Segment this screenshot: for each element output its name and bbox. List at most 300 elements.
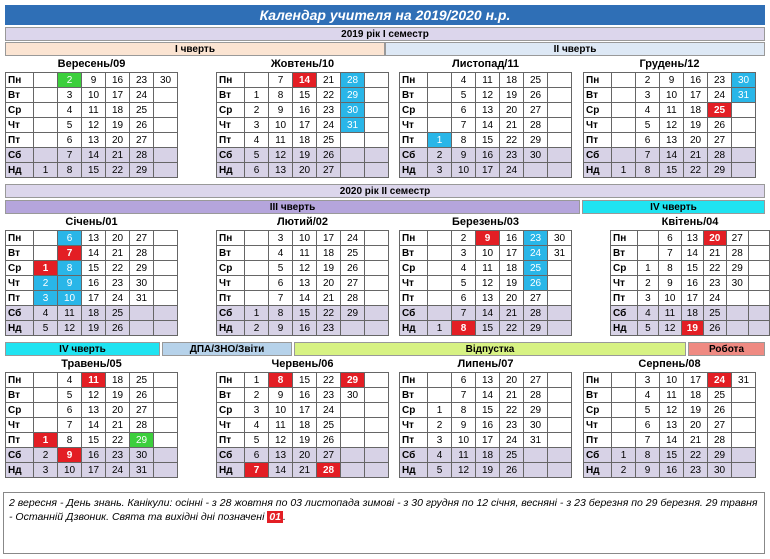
- weekday-label: Вт: [6, 246, 34, 261]
- date-cell: 4: [637, 306, 659, 321]
- date-cell: 1: [637, 261, 659, 276]
- date-cell: 8: [636, 163, 660, 178]
- work-band: Робота: [688, 342, 765, 356]
- weekday-label: Ср: [584, 103, 612, 118]
- date-cell: [154, 133, 178, 148]
- month-grid: [216, 230, 389, 336]
- weekday-label: Пн: [217, 373, 245, 388]
- date-cell: 23: [317, 321, 341, 336]
- date-cell: 25: [317, 133, 341, 148]
- quarter-4-band: IV чверть: [582, 200, 765, 214]
- date-cell: 24: [317, 403, 341, 418]
- date-cell: 30: [548, 231, 572, 246]
- date-cell: [732, 133, 756, 148]
- date-cell: 30: [708, 463, 732, 478]
- date-cell: [154, 246, 178, 261]
- date-cell: 2: [58, 73, 82, 88]
- date-cell: 7: [659, 246, 681, 261]
- date-cell: [154, 321, 178, 336]
- weekday-label: Сб: [584, 148, 612, 163]
- date-cell: 17: [500, 246, 524, 261]
- date-cell: [637, 246, 659, 261]
- date-cell: 14: [82, 246, 106, 261]
- date-cell: [245, 261, 269, 276]
- date-cell: 22: [500, 133, 524, 148]
- date-cell: 14: [293, 291, 317, 306]
- date-cell: [732, 463, 756, 478]
- date-cell: [732, 163, 756, 178]
- date-cell: 23: [704, 276, 726, 291]
- weekday-label: Сб: [217, 448, 245, 463]
- date-cell: 3: [636, 373, 660, 388]
- date-cell: 6: [636, 133, 660, 148]
- date-cell: [548, 118, 572, 133]
- date-cell: 10: [269, 403, 293, 418]
- date-cell: 17: [106, 88, 130, 103]
- date-cell: 7: [58, 418, 82, 433]
- date-cell: [612, 88, 636, 103]
- date-cell: [612, 118, 636, 133]
- date-cell: 20: [500, 373, 524, 388]
- date-cell: 15: [660, 163, 684, 178]
- date-cell: [154, 306, 178, 321]
- date-cell: 29: [341, 88, 365, 103]
- date-cell: 23: [500, 148, 524, 163]
- date-cell: 27: [130, 231, 154, 246]
- date-cell: 2: [636, 73, 660, 88]
- date-cell: [612, 73, 636, 88]
- date-cell: [748, 276, 769, 291]
- date-cell: [732, 448, 756, 463]
- date-cell: 30: [524, 418, 548, 433]
- weekday-label: Ср: [217, 261, 245, 276]
- date-cell: [365, 246, 389, 261]
- date-cell: 27: [524, 373, 548, 388]
- date-cell: 30: [130, 448, 154, 463]
- holiday-marker: 01: [269, 511, 282, 523]
- date-cell: 18: [106, 373, 130, 388]
- date-cell: 31: [548, 246, 572, 261]
- date-cell: 14: [82, 148, 106, 163]
- date-cell: 25: [708, 388, 732, 403]
- date-cell: 9: [269, 388, 293, 403]
- page-title: Календар учителя на 2019/2020 н.р.: [5, 5, 765, 25]
- date-cell: 19: [293, 148, 317, 163]
- weekday-label: Ср: [217, 103, 245, 118]
- date-cell: [612, 388, 636, 403]
- weekday-label: Чт: [217, 418, 245, 433]
- date-cell: 16: [660, 463, 684, 478]
- weekday-label: Чт: [217, 118, 245, 133]
- date-cell: 8: [269, 88, 293, 103]
- date-cell: 10: [452, 163, 476, 178]
- month-10: [216, 357, 389, 478]
- date-cell: 29: [130, 433, 154, 448]
- date-cell: 26: [130, 388, 154, 403]
- date-cell: 6: [452, 373, 476, 388]
- date-cell: 22: [317, 306, 341, 321]
- date-cell: 22: [684, 448, 708, 463]
- date-cell: [34, 133, 58, 148]
- date-cell: 13: [82, 403, 106, 418]
- date-cell: 19: [500, 276, 524, 291]
- date-cell: 1: [34, 433, 58, 448]
- date-cell: 20: [106, 231, 130, 246]
- weekday-label: Вт: [6, 88, 34, 103]
- date-cell: 1: [245, 373, 269, 388]
- date-cell: 22: [500, 321, 524, 336]
- date-cell: 28: [317, 463, 341, 478]
- date-cell: 30: [130, 276, 154, 291]
- date-cell: 24: [708, 88, 732, 103]
- date-cell: [748, 261, 769, 276]
- date-cell: 21: [317, 291, 341, 306]
- date-cell: [548, 73, 572, 88]
- weekday-label: Чт: [400, 118, 428, 133]
- date-cell: 4: [428, 448, 452, 463]
- date-cell: 13: [82, 231, 106, 246]
- date-cell: 25: [708, 103, 732, 118]
- date-cell: [130, 306, 154, 321]
- date-cell: [245, 276, 269, 291]
- month-9: [5, 357, 178, 478]
- date-cell: [428, 276, 452, 291]
- date-cell: [34, 418, 58, 433]
- weekday-label: Сб: [6, 148, 34, 163]
- date-cell: [365, 373, 389, 388]
- date-cell: 6: [58, 231, 82, 246]
- date-cell: 13: [293, 276, 317, 291]
- date-cell: 1: [245, 88, 269, 103]
- weekday-label: Нд: [584, 463, 612, 478]
- date-cell: 22: [106, 261, 130, 276]
- date-cell: 23: [317, 103, 341, 118]
- weekday-label: Сб: [400, 148, 428, 163]
- date-cell: 4: [58, 373, 82, 388]
- date-cell: 5: [245, 148, 269, 163]
- date-cell: 27: [708, 133, 732, 148]
- date-cell: 21: [317, 73, 341, 88]
- weekday-label: Чт: [584, 418, 612, 433]
- date-cell: 11: [452, 448, 476, 463]
- date-cell: [154, 88, 178, 103]
- date-cell: 7: [269, 73, 293, 88]
- date-cell: 13: [476, 291, 500, 306]
- date-cell: 14: [82, 418, 106, 433]
- quarter-3-band: ІІІ чверть: [5, 200, 580, 214]
- date-cell: 18: [684, 388, 708, 403]
- date-cell: 18: [500, 261, 524, 276]
- weekday-label: Пн: [400, 73, 428, 88]
- date-cell: 12: [660, 403, 684, 418]
- month-title: Травень/05: [61, 358, 122, 370]
- month-grid: [583, 372, 756, 478]
- date-cell: 12: [659, 321, 681, 336]
- date-cell: 12: [660, 118, 684, 133]
- date-cell: 17: [317, 231, 341, 246]
- weekday-label: Пт: [400, 433, 428, 448]
- date-cell: 10: [82, 88, 106, 103]
- date-cell: 30: [341, 103, 365, 118]
- date-cell: 27: [524, 103, 548, 118]
- date-cell: 11: [660, 103, 684, 118]
- date-cell: [428, 291, 452, 306]
- date-cell: 6: [269, 276, 293, 291]
- date-cell: 20: [684, 418, 708, 433]
- date-cell: 19: [293, 433, 317, 448]
- date-cell: [245, 291, 269, 306]
- date-cell: 29: [524, 403, 548, 418]
- date-cell: 2: [452, 231, 476, 246]
- date-cell: 5: [58, 388, 82, 403]
- date-cell: 26: [106, 321, 130, 336]
- date-cell: 9: [660, 73, 684, 88]
- date-cell: 2: [428, 418, 452, 433]
- weekday-label: Пт: [217, 291, 245, 306]
- date-cell: 20: [500, 291, 524, 306]
- month-grid: [216, 372, 389, 478]
- date-cell: [748, 321, 769, 336]
- date-cell: 16: [684, 73, 708, 88]
- date-cell: 7: [245, 463, 269, 478]
- month-title: Серпень/08: [638, 358, 701, 370]
- weekday-label: Сб: [6, 306, 34, 321]
- date-cell: 13: [476, 103, 500, 118]
- date-cell: 18: [82, 306, 106, 321]
- weekday-label: Пт: [611, 291, 638, 306]
- note-text: 2 вересня - День знань. Канікули: осінні - з 28 жовтня по 03 листопада зимові - з 30 грудня по 12 січня, весняні - з 23 березня по 29 березня. 29 травня - Останній Дзвоник. Свята та вихідні дні позначені: [9, 497, 758, 523]
- weekday-label: Пт: [584, 133, 612, 148]
- date-cell: [548, 261, 572, 276]
- date-cell: 8: [58, 261, 82, 276]
- date-cell: [154, 231, 178, 246]
- date-cell: 31: [341, 118, 365, 133]
- date-cell: [548, 133, 572, 148]
- month-title: Березень/03: [452, 216, 519, 228]
- date-cell: [154, 373, 178, 388]
- date-cell: [365, 148, 389, 163]
- date-cell: [732, 433, 756, 448]
- date-cell: [365, 463, 389, 478]
- date-cell: 12: [476, 276, 500, 291]
- weekday-label: Пн: [6, 373, 34, 388]
- date-cell: 4: [452, 261, 476, 276]
- date-cell: [341, 418, 365, 433]
- date-cell: 11: [293, 246, 317, 261]
- date-cell: 7: [452, 388, 476, 403]
- date-cell: [428, 231, 452, 246]
- date-cell: [428, 73, 452, 88]
- month-6: [216, 215, 389, 336]
- date-cell: 7: [269, 291, 293, 306]
- date-cell: 5: [428, 463, 452, 478]
- weekday-label: Пн: [611, 231, 638, 246]
- date-cell: 24: [317, 118, 341, 133]
- date-cell: [34, 103, 58, 118]
- date-cell: 15: [82, 433, 106, 448]
- date-cell: [732, 403, 756, 418]
- date-cell: [612, 418, 636, 433]
- date-cell: 8: [269, 373, 293, 388]
- date-cell: 3: [245, 118, 269, 133]
- date-cell: [245, 246, 269, 261]
- date-cell: 11: [660, 388, 684, 403]
- date-cell: 21: [106, 148, 130, 163]
- date-cell: 9: [58, 276, 82, 291]
- date-cell: 20: [500, 103, 524, 118]
- date-cell: 23: [708, 73, 732, 88]
- weekday-label: Нд: [400, 163, 428, 178]
- date-cell: 21: [500, 306, 524, 321]
- date-cell: 3: [428, 433, 452, 448]
- date-cell: 18: [684, 103, 708, 118]
- date-cell: 21: [704, 246, 726, 261]
- weekday-label: Пт: [217, 433, 245, 448]
- date-cell: [548, 276, 572, 291]
- weekday-label: Ср: [584, 403, 612, 418]
- weekday-label: Пт: [584, 433, 612, 448]
- date-cell: 24: [500, 433, 524, 448]
- date-cell: 14: [293, 73, 317, 88]
- date-cell: 13: [660, 133, 684, 148]
- month-title: Квітень/04: [661, 216, 719, 228]
- date-cell: [548, 418, 572, 433]
- date-cell: 5: [269, 261, 293, 276]
- date-cell: 14: [660, 433, 684, 448]
- date-cell: 15: [293, 88, 317, 103]
- month-title: Грудень/12: [639, 58, 700, 70]
- date-cell: 25: [524, 73, 548, 88]
- weekday-label: Вт: [611, 246, 638, 261]
- date-cell: 21: [684, 433, 708, 448]
- date-cell: [365, 73, 389, 88]
- date-cell: 17: [684, 373, 708, 388]
- weekday-label: Вт: [6, 388, 34, 403]
- date-cell: 12: [293, 261, 317, 276]
- date-cell: [365, 231, 389, 246]
- date-cell: 27: [130, 403, 154, 418]
- date-cell: [748, 291, 769, 306]
- date-cell: 2: [34, 276, 58, 291]
- month-8: [610, 215, 770, 336]
- date-cell: 1: [428, 133, 452, 148]
- weekday-label: Нд: [6, 163, 34, 178]
- date-cell: 6: [659, 231, 681, 246]
- date-cell: 28: [130, 418, 154, 433]
- date-cell: 16: [293, 388, 317, 403]
- date-cell: 26: [708, 118, 732, 133]
- month-11: [399, 357, 572, 478]
- note-end: .: [283, 511, 286, 523]
- date-cell: 3: [245, 403, 269, 418]
- date-cell: [365, 321, 389, 336]
- date-cell: [548, 373, 572, 388]
- quarter-4-band-2: IV чверть: [5, 342, 160, 356]
- month-title: Листопад/11: [452, 58, 519, 70]
- date-cell: 17: [82, 291, 106, 306]
- date-cell: 4: [245, 133, 269, 148]
- date-cell: 20: [293, 448, 317, 463]
- date-cell: 7: [452, 306, 476, 321]
- month-grid: [5, 72, 178, 178]
- date-cell: [732, 388, 756, 403]
- date-cell: 31: [130, 291, 154, 306]
- date-cell: 26: [524, 88, 548, 103]
- date-cell: 11: [269, 133, 293, 148]
- date-cell: 24: [106, 463, 130, 478]
- date-cell: [612, 403, 636, 418]
- date-cell: 5: [452, 276, 476, 291]
- date-cell: 19: [684, 118, 708, 133]
- date-cell: [612, 103, 636, 118]
- weekday-label: Чт: [217, 276, 245, 291]
- date-cell: 14: [660, 148, 684, 163]
- legend-note: [3, 492, 765, 554]
- weekday-label: Ср: [6, 403, 34, 418]
- date-cell: 20: [106, 133, 130, 148]
- date-cell: [548, 448, 572, 463]
- date-cell: 13: [660, 418, 684, 433]
- month-title: Червень/06: [271, 358, 334, 370]
- date-cell: 16: [500, 231, 524, 246]
- weekday-label: Нд: [217, 321, 245, 336]
- date-cell: 24: [341, 231, 365, 246]
- date-cell: 7: [452, 118, 476, 133]
- date-cell: 10: [660, 373, 684, 388]
- date-cell: [341, 433, 365, 448]
- date-cell: 13: [681, 231, 703, 246]
- date-cell: 16: [293, 103, 317, 118]
- date-cell: 8: [452, 403, 476, 418]
- date-cell: [637, 231, 659, 246]
- date-cell: 6: [452, 291, 476, 306]
- date-cell: [245, 231, 269, 246]
- date-cell: 25: [524, 261, 548, 276]
- date-cell: 12: [82, 388, 106, 403]
- date-cell: 29: [130, 261, 154, 276]
- date-cell: 5: [58, 118, 82, 133]
- date-cell: [365, 388, 389, 403]
- date-cell: 6: [245, 448, 269, 463]
- date-cell: 17: [681, 291, 703, 306]
- date-cell: 7: [58, 148, 82, 163]
- date-cell: 13: [476, 373, 500, 388]
- date-cell: 10: [269, 118, 293, 133]
- date-cell: [548, 163, 572, 178]
- date-cell: [154, 103, 178, 118]
- date-cell: 21: [106, 418, 130, 433]
- date-cell: 19: [681, 321, 703, 336]
- weekday-label: Ср: [6, 103, 34, 118]
- date-cell: 16: [681, 276, 703, 291]
- month-12: [583, 357, 756, 478]
- weekday-label: Пн: [217, 231, 245, 246]
- date-cell: 28: [341, 73, 365, 88]
- date-cell: [154, 433, 178, 448]
- date-cell: 11: [82, 373, 106, 388]
- date-cell: 12: [58, 321, 82, 336]
- date-cell: 8: [58, 163, 82, 178]
- date-cell: [34, 388, 58, 403]
- date-cell: 28: [130, 148, 154, 163]
- date-cell: 18: [293, 418, 317, 433]
- vacation-band: Відпустка: [294, 342, 686, 356]
- date-cell: 20: [684, 133, 708, 148]
- date-cell: 1: [428, 321, 452, 336]
- date-cell: [548, 463, 572, 478]
- date-cell: 15: [476, 133, 500, 148]
- date-cell: [612, 148, 636, 163]
